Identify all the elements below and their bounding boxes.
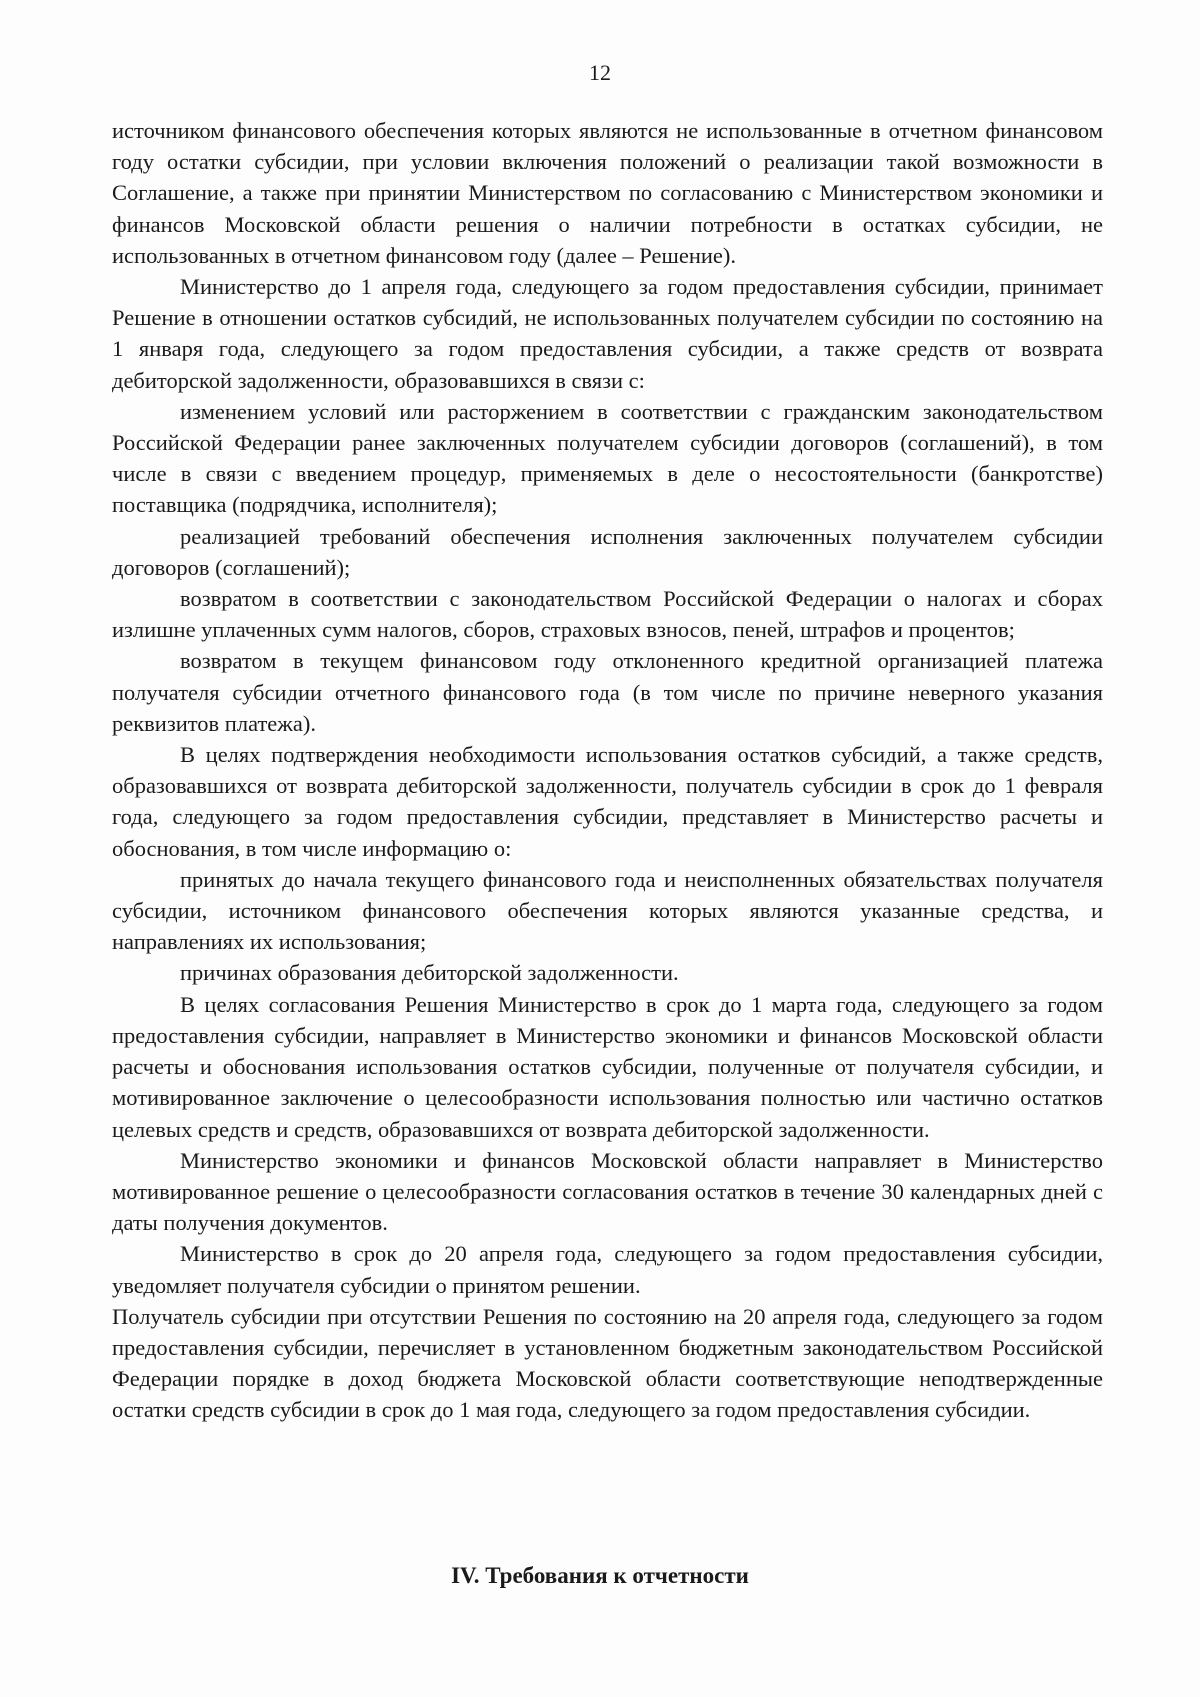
- paragraph: Министерство экономики и финансов Московской области направляет в Министерство мотивированное решение о целесообразности согласования остатков в течение 30 календарных дней с даты получения документов.: [112, 1147, 1103, 1236]
- paragraph: В целях согласования Решения Министерство в срок до 1 марта года, следующего за годом предоставления субсидии, направляет в Министерство экономики и финансов Московской области расчеты и обоснования использования остатков субсидии, полученные от получателя субсидии, и мотивированное заключение о целесообразности использования полностью или частично остатков целевых средств и средств, образовавшихся от возврата дебиторской задолженности.: [112, 991, 1103, 1142]
- paragraph: принятых до начала текущего финансового года и неисполненных обязательствах получателя субсидии, источником финансового обеспечения которых являются указанные средства, и направлениях их использования;: [112, 866, 1103, 955]
- paragraph: возвратом в соответствии с законодательством Российской Федерации о налогах и сборах излишне уплаченных сумм налогов, сборов, страховых взносов, пеней, штрафов и процентов;: [112, 586, 1103, 643]
- document-body: [112, 115, 1103, 1426]
- paragraph: Министерство до 1 апреля года, следующего за годом предоставления субсидии, принимает Решение в отношении остатков субсидий, не использованных получателем субсидии по состоянию на 1 января года, следующего за годом предоставления субсидии, а также средств от возврата дебиторской задолженности, образовавшихся в связи с:: [112, 274, 1103, 393]
- section-heading: IV. Требования к отчетности: [451, 1563, 749, 1588]
- page-number: 12: [589, 60, 611, 85]
- paragraph: Получатель субсидии при отсутствии Решения по состоянию на 20 апреля года, следующего за годом предоставления субсидии, перечисляет в установленном бюджетным законодательством Российской Федерации порядке в доход бюджета Московской области соответствующие неподтвержденные остатки средств субсидии в срок до 1 мая года, следующего за годом предоставления субсидии.: [112, 1303, 1103, 1423]
- paragraph: возвратом в текущем финансовом году отклоненного кредитной организацией платежа получателя субсидии отчетного финансового года (в том числе по причине неверного указания реквизитов платежа).: [112, 648, 1103, 736]
- paragraph: причинах образования дебиторской задолженности.: [180, 960, 679, 986]
- paragraph: изменением условий или расторжением в соответствии с гражданским законодательством Российской Федерации ранее заключенных получателем субсидии договоров (соглашений), в том числе в связи с введением процедур, применяемых в деле о несостоятельности (банкротстве) поставщика (подрядчика, исполнителя);: [112, 398, 1103, 518]
- paragraph: В целях подтверждения необходимости использования остатков субсидий, а также средств, образовавшихся от возврата дебиторской задолженности, получатель субсидии в срок до 1 февраля года, следующего за годом предоставления субсидии, представляет в Министерство расчеты и обоснования, в том числе информацию о:: [112, 742, 1103, 861]
- paragraph: реализацией требований обеспечения исполнения заключенных получателем субсидии договоров (соглашений);: [112, 523, 1103, 580]
- paragraph: источником финансового обеспечения которых являются не использованные в отчетном финансовом году остатки субсидии, при условии включения положений о реализации такой возможности в Соглашение, а также при принятии Министерством по согласованию с Министерством экономики и финансов Московской области решения о наличии потребности в остатках субсидии, не использованных в отчетном финансовом году (далее – Решение).: [112, 118, 1103, 268]
- paragraph: Министерство в срок до 20 апреля года, следующего за годом предоставления субсидии, уведомляет получателя субсидии о принятом решении.: [112, 1241, 1103, 1298]
